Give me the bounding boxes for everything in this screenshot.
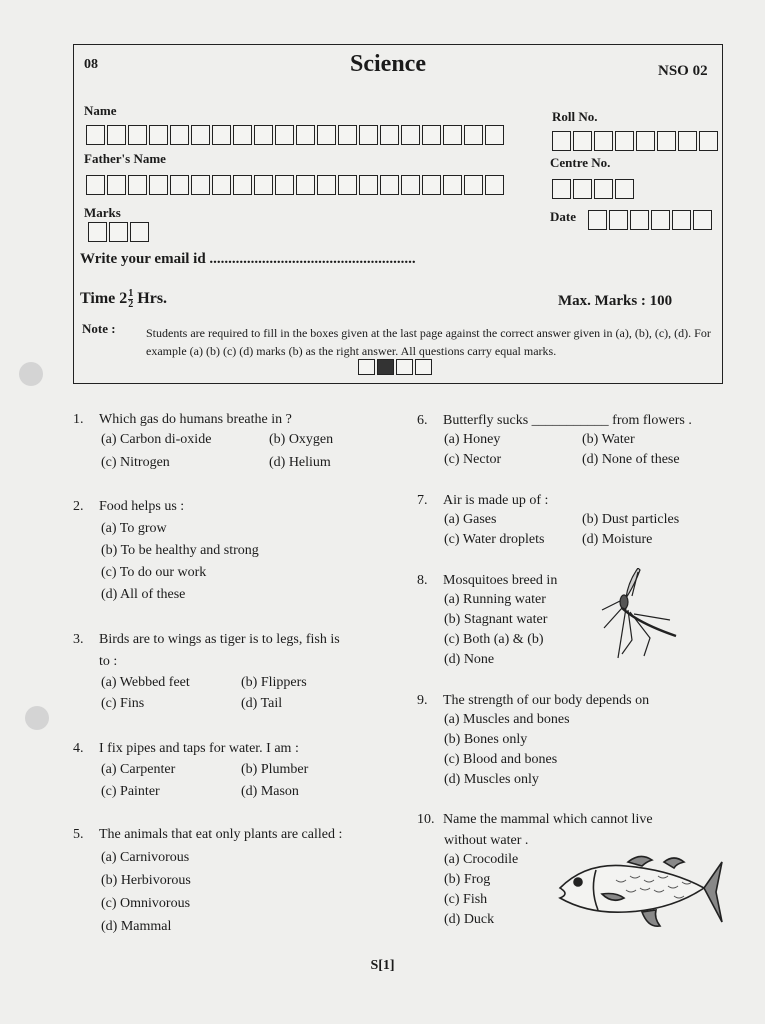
father-name-char-box[interactable]: [296, 175, 315, 195]
date-char-box[interactable]: [588, 210, 607, 230]
name-char-box[interactable]: [485, 125, 504, 145]
mosquito-illustration: [598, 568, 688, 660]
date-boxes[interactable]: [588, 210, 714, 230]
centre-char-box[interactable]: [594, 179, 613, 199]
roll-char-box[interactable]: [552, 131, 571, 151]
father-name-boxes[interactable]: [86, 175, 506, 195]
q5-option-b[interactable]: (b) Herbivorous: [101, 873, 191, 888]
name-char-box[interactable]: [233, 125, 252, 145]
email-field[interactable]: Write your email id .......................................................: [80, 251, 416, 267]
q8-option-b[interactable]: (b) Stagnant water: [444, 612, 548, 627]
q8-option-a[interactable]: (a) Running water: [444, 592, 546, 607]
q1-option-d[interactable]: (d) Helium: [269, 455, 331, 470]
date-char-box[interactable]: [693, 210, 712, 230]
page-title: Science: [350, 51, 426, 77]
q2-option-b[interactable]: (b) To be healthy and strong: [101, 543, 259, 558]
q1-option-c[interactable]: (c) Nitrogen: [101, 455, 170, 470]
punch-hole-bottom: [25, 706, 49, 730]
father-name-char-box[interactable]: [107, 175, 126, 195]
name-char-box[interactable]: [191, 125, 210, 145]
q10-option-a[interactable]: (a) Crocodile: [444, 852, 519, 867]
q2-option-c[interactable]: (c) To do our work: [101, 565, 207, 580]
max-marks: Max. Marks : 100: [558, 293, 673, 309]
q10-option-c[interactable]: (c) Fish: [444, 892, 488, 907]
q5-option-c[interactable]: (c) Omnivorous: [101, 896, 191, 911]
name-char-box[interactable]: [401, 125, 420, 145]
q1-option-a[interactable]: (a) Carbon di-oxide: [101, 432, 212, 447]
exam-code: NSO 02: [658, 63, 708, 79]
centre-char-box[interactable]: [573, 179, 592, 199]
date-char-box[interactable]: [609, 210, 628, 230]
question-10-cont: without water .: [444, 833, 529, 848]
q9-option-a[interactable]: (a) Muscles and bones: [444, 712, 570, 727]
date-char-box[interactable]: [630, 210, 649, 230]
marks-char-box[interactable]: [130, 222, 149, 242]
father-name-char-box[interactable]: [338, 175, 357, 195]
name-char-box[interactable]: [128, 125, 147, 145]
name-char-box[interactable]: [212, 125, 231, 145]
name-char-box[interactable]: [149, 125, 168, 145]
q8-option-d[interactable]: (d) None: [444, 652, 495, 667]
note-label: Note :: [82, 321, 116, 336]
date-label: Date: [550, 209, 576, 224]
q2-option-a[interactable]: (a) To grow: [101, 521, 167, 536]
centre-char-box[interactable]: [552, 179, 571, 199]
roll-char-box[interactable]: [657, 131, 676, 151]
q6-option-b[interactable]: (b) Water: [582, 432, 635, 447]
father-name-char-box[interactable]: [233, 175, 252, 195]
father-name-char-box[interactable]: [254, 175, 273, 195]
roll-char-box[interactable]: [699, 131, 718, 151]
question-5: 5. The animals that eat only plants are called :: [73, 827, 343, 842]
example-answer-boxes: [358, 359, 434, 375]
question-6: 6. Butterfly sucks ___________ from flowers .: [417, 413, 692, 428]
q6-option-a[interactable]: (a) Honey: [444, 432, 501, 447]
name-char-box[interactable]: [170, 125, 189, 145]
paper-code: 08: [84, 57, 98, 72]
father-name-char-box[interactable]: [485, 175, 504, 195]
father-name-char-box[interactable]: [275, 175, 294, 195]
q7-option-d[interactable]: (d) Moisture: [582, 532, 653, 547]
marks-label: Marks: [84, 205, 121, 220]
name-char-box[interactable]: [380, 125, 399, 145]
q4-option-b[interactable]: (b) Plumber: [241, 762, 309, 777]
roll-label: Roll No.: [552, 109, 598, 124]
note-text: Students are required to fill in the boxes given at the last page against the correct answer given in (a), (b), (c), (d). For example (a) (b) (c) (d) marks (b) as the right answer. All questions carry equal marks.: [146, 326, 711, 358]
q9-option-b[interactable]: (b) Bones only: [444, 732, 528, 747]
name-char-box[interactable]: [317, 125, 336, 145]
name-char-box[interactable]: [422, 125, 441, 145]
question-1: 1. Which gas do humans breathe in ?: [73, 412, 292, 427]
name-boxes[interactable]: [86, 125, 506, 145]
marks-boxes[interactable]: [88, 222, 151, 242]
name-char-box[interactable]: [464, 125, 483, 145]
name-char-box[interactable]: [107, 125, 126, 145]
name-char-box[interactable]: [296, 125, 315, 145]
date-char-box[interactable]: [672, 210, 691, 230]
question-9: 9. The strength of our body depends on: [417, 693, 650, 708]
roll-char-box[interactable]: [678, 131, 697, 151]
date-char-box[interactable]: [651, 210, 670, 230]
time-label: Time 2 $\frac{1}{2}$ Hrs.: [80, 288, 168, 310]
question-7: 7. Air is made up of :: [417, 493, 549, 508]
father-name-label: Father's Name: [84, 151, 166, 166]
roll-boxes[interactable]: [552, 131, 720, 151]
q4-option-c[interactable]: (c) Painter: [101, 784, 160, 799]
q6-option-c[interactable]: (c) Nector: [444, 452, 502, 467]
marks-char-box[interactable]: [88, 222, 107, 242]
q7-option-c[interactable]: (c) Water droplets: [444, 532, 545, 547]
question-8: 8. Mosquitoes breed in: [417, 573, 558, 588]
father-name-char-box[interactable]: [464, 175, 483, 195]
marks-char-box[interactable]: [109, 222, 128, 242]
question-10: 10. Name the mammal which cannot live: [417, 812, 653, 827]
name-char-box[interactable]: [275, 125, 294, 145]
question-3: 3. Birds are to wings as tiger is to legs, fish is: [73, 632, 340, 647]
q3-option-b[interactable]: (b) Flippers: [241, 675, 307, 690]
centre-char-box[interactable]: [615, 179, 634, 199]
q10-option-d[interactable]: (d) Duck: [444, 912, 495, 927]
name-char-box[interactable]: [86, 125, 105, 145]
question-3-cont: to :: [99, 654, 118, 669]
q3-option-c[interactable]: (c) Fins: [101, 696, 145, 711]
name-label: Name: [84, 103, 117, 118]
q4-option-a[interactable]: (a) Carpenter: [101, 762, 176, 777]
name-char-box[interactable]: [443, 125, 462, 145]
roll-char-box[interactable]: [636, 131, 655, 151]
roll-char-box[interactable]: [615, 131, 634, 151]
father-name-char-box[interactable]: [443, 175, 462, 195]
father-name-char-box[interactable]: [149, 175, 168, 195]
question-2: 2. Food helps us :: [73, 499, 185, 514]
punch-hole-top: [19, 362, 43, 386]
q6-option-d[interactable]: (d) None of these: [582, 452, 680, 467]
father-name-char-box[interactable]: [191, 175, 210, 195]
q8-option-c[interactable]: (c) Both (a) & (b): [444, 632, 544, 647]
father-name-char-box[interactable]: [128, 175, 147, 195]
q9-option-c[interactable]: (c) Blood and bones: [444, 752, 558, 767]
page-number: S[1]: [370, 958, 395, 973]
centre-boxes[interactable]: [552, 179, 636, 199]
q10-option-b[interactable]: (b) Frog: [444, 872, 491, 887]
father-name-char-box[interactable]: [170, 175, 189, 195]
roll-char-box[interactable]: [573, 131, 592, 151]
father-name-char-box[interactable]: [317, 175, 336, 195]
father-name-char-box[interactable]: [359, 175, 378, 195]
q5-option-d[interactable]: (d) Mammal: [101, 919, 172, 934]
q7-option-a[interactable]: (a) Gases: [444, 512, 497, 527]
q3-option-a[interactable]: (a) Webbed feet: [101, 675, 190, 690]
name-char-box[interactable]: [359, 125, 378, 145]
q2-option-d[interactable]: (d) All of these: [101, 587, 186, 602]
father-name-char-box[interactable]: [401, 175, 420, 195]
question-4: 4. I fix pipes and taps for water. I am :: [73, 741, 299, 756]
father-name-char-box[interactable]: [422, 175, 441, 195]
q3-option-d[interactable]: (d) Tail: [241, 696, 283, 711]
name-char-box[interactable]: [338, 125, 357, 145]
fish-illustration: [556, 852, 726, 934]
father-name-char-box[interactable]: [212, 175, 231, 195]
q5-option-a[interactable]: (a) Carnivorous: [101, 850, 190, 865]
name-char-box[interactable]: [254, 125, 273, 145]
q4-option-d[interactable]: (d) Mason: [241, 784, 299, 799]
father-name-char-box[interactable]: [86, 175, 105, 195]
q7-option-b[interactable]: (b) Dust particles: [582, 512, 680, 527]
candidate-info-box: [73, 44, 723, 384]
centre-label: Centre No.: [550, 155, 611, 170]
q9-option-d[interactable]: (d) Muscles only: [444, 772, 539, 787]
q1-option-b[interactable]: (b) Oxygen: [269, 432, 334, 447]
roll-char-box[interactable]: [594, 131, 613, 151]
father-name-char-box[interactable]: [380, 175, 399, 195]
